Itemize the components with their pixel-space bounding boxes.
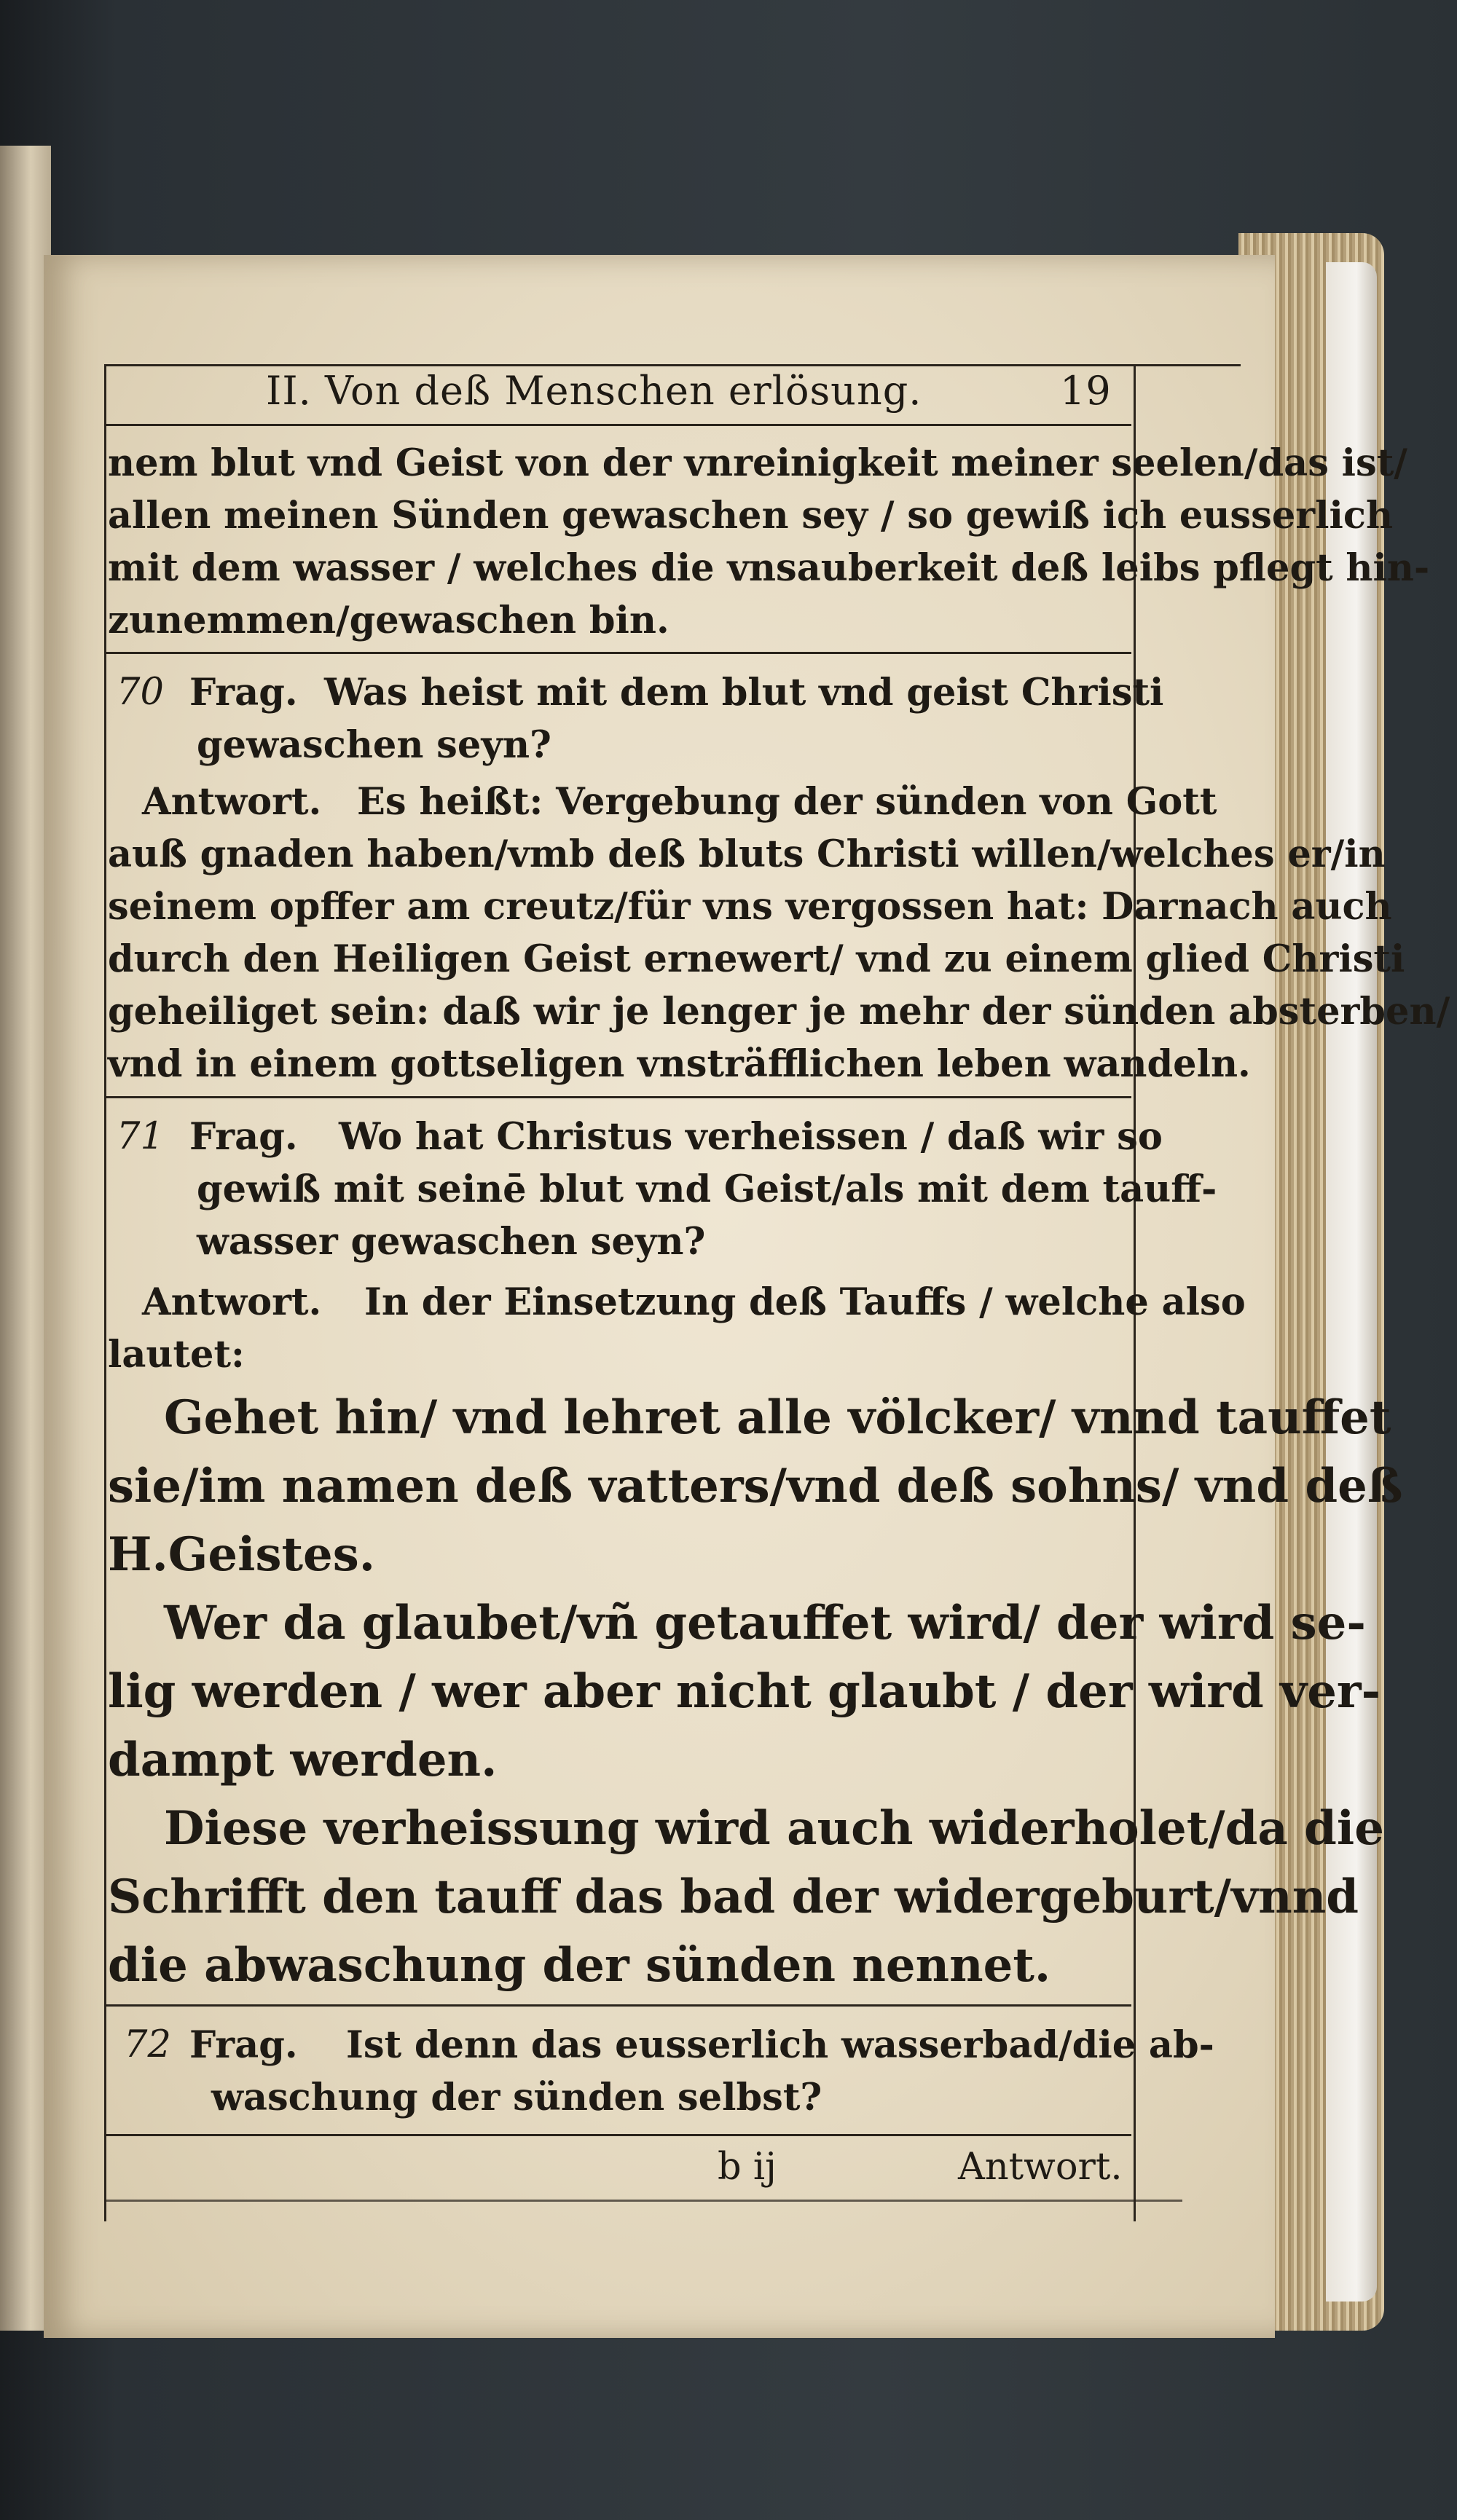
page-number: 19 bbox=[1060, 368, 1112, 414]
question-label-70: Frag. bbox=[189, 671, 298, 714]
answer-70-line-1: Es heißt: Vergebung der sünden von Gott bbox=[357, 780, 1217, 824]
scripture-line-5: lig werden / wer aber nicht glaubt / der wird ver- bbox=[108, 1664, 1381, 1719]
header-top-rule bbox=[104, 364, 1241, 366]
answer-70-line-6: vnd in einem gottseligen vnsträfflichen leben wandeln. bbox=[108, 1042, 1251, 1086]
scripture-line-1: Gehet hin/ vnd lehret alle völcker/ vnnd tauffet bbox=[164, 1390, 1391, 1445]
answer-70-line-3: seinem opffer am creutz/für vns vergossen hat: Darnach auch bbox=[108, 885, 1392, 929]
scripture-line-3: H.Geistes. bbox=[108, 1527, 376, 1582]
answer-70-line-5: geheiliget sein: daß wir je lenger je mehr der sünden absterben/ bbox=[108, 990, 1450, 1033]
section-rule-71 bbox=[104, 1096, 1131, 1098]
running-head-title: II. Von deß Menschen erlösung. bbox=[266, 368, 922, 414]
catchword: Antwort. bbox=[958, 2146, 1123, 2189]
intro-line-2: allen meinen Sünden gewaschen sey / so gewiß ich eusserlich bbox=[108, 494, 1394, 538]
question-label-72: Frag. bbox=[189, 2023, 298, 2067]
question-72-line-2: waschung der sünden selbst? bbox=[211, 2076, 822, 2119]
answer-label-71: Antwort. bbox=[142, 1280, 322, 1324]
footer-rule bbox=[104, 2134, 1131, 2136]
answer-70-line-4: durch den Heiligen Geist ernewert/ vnd zu einem glied Christi bbox=[108, 937, 1405, 981]
answer-71-line-1: In der Einsetzung deß Tauffs / welche also bbox=[364, 1280, 1246, 1324]
scripture-line-4: Wer da glaubet/vñ getauffet wird/ der wird se- bbox=[164, 1596, 1366, 1650]
intro-line-1: nem blut vnd Geist von der vnreinigkeit meiner seelen/das ist/ bbox=[108, 441, 1407, 485]
answer-70-line-2: auß gnaden haben/vmb deß bluts Christi willen/welches er/in bbox=[108, 832, 1386, 876]
scripture-line-7: Diese verheissung wird auch widerholet/da die bbox=[164, 1801, 1384, 1856]
scripture-line-2: sie/im namen deß vatters/vnd deß sohns/ vnd deß bbox=[108, 1459, 1403, 1513]
scripture-line-8: Schrifft den tauff das bad der widergeburt/vnnd bbox=[108, 1870, 1359, 1924]
answer-label-70: Antwort. bbox=[142, 780, 322, 824]
question-72-line-1: Ist denn das eusserlich wasserbad/die ab- bbox=[346, 2023, 1214, 2067]
question-70-line-2: gewaschen seyn? bbox=[197, 723, 551, 767]
question-71-line-3: wasser gewaschen seyn? bbox=[197, 1220, 706, 1264]
question-70-line-1: Was heist mit dem blut vnd geist Christi bbox=[324, 671, 1164, 714]
signature-mark: b ij bbox=[718, 2146, 777, 2189]
question-number-72: 72 bbox=[124, 2023, 171, 2066]
header-bottom-rule bbox=[104, 424, 1131, 426]
question-71-line-2: gewiß mit seinē blut vnd Geist/als mit dem tauff- bbox=[197, 1168, 1217, 1211]
answer-71-line-2: lautet: bbox=[108, 1333, 245, 1377]
scripture-line-6: dampt werden. bbox=[108, 1733, 498, 1787]
page-bottom-rule bbox=[104, 2200, 1182, 2202]
question-71-line-1: Wo hat Christus verheissen / daß wir so bbox=[339, 1115, 1163, 1159]
question-number-70: 70 bbox=[117, 671, 164, 714]
intro-line-4: zunemmen/gewaschen bin. bbox=[108, 599, 669, 642]
intro-line-3: mit dem wasser / welches die vnsauberkeit deß leibs pflegt hin- bbox=[108, 546, 1430, 590]
scripture-line-9: die abwaschung der sünden nennet. bbox=[108, 1938, 1051, 1993]
question-label-71: Frag. bbox=[189, 1115, 298, 1159]
section-rule-72 bbox=[104, 2004, 1131, 2007]
section-rule-70 bbox=[104, 652, 1131, 654]
question-number-71: 71 bbox=[117, 1115, 164, 1158]
